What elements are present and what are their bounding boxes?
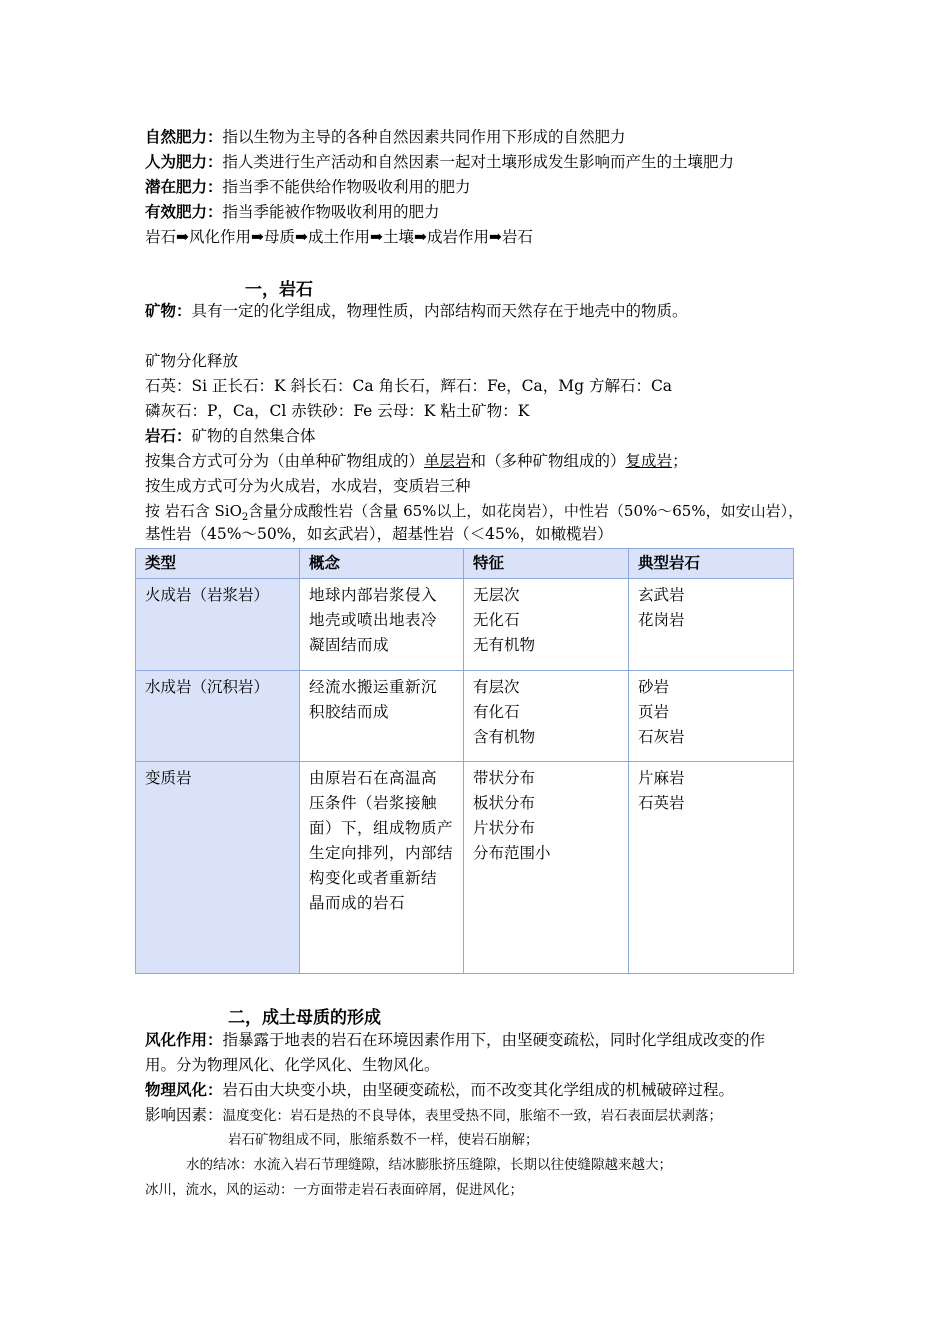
cell-text: 片麻岩 (638, 769, 685, 787)
cell-text: 由原岩石在高温高 (309, 769, 438, 787)
definition-text: 具有一定的化学组成，物理性质，内部结构而天然存在于地壳中的物质。 (191, 302, 688, 320)
factor-line: 岩石矿物组成不同，胀缩系数不一样，使岩石崩解； (228, 1132, 539, 1148)
rock-definition (145, 424, 316, 448)
definition-term: 岩石： (145, 427, 192, 445)
cell-text: 构变化或者重新结 (309, 869, 438, 887)
definition-text: 指暴露于地表的岩石在环境因素作用下，由坚硬变疏松，同时化学组成改变的作 (222, 1031, 766, 1049)
cell-text: 石英岩 (638, 794, 685, 812)
definition-term: 潜在肥力： (145, 178, 223, 196)
factor-line: 冰川，流水，风的运动：一方面带走岩石表面碎屑，促进风化； (145, 1182, 523, 1198)
cell-text: 凝固结而成 (309, 636, 390, 654)
factors-label: 影响因素： (145, 1106, 223, 1124)
subscript: 2 (241, 512, 249, 523)
definition-term: 有效肥力： (145, 203, 223, 221)
definition-term: 人为肥力： (145, 153, 223, 171)
definition-text: 矿物的自然集合体 (191, 427, 316, 445)
cell-text: 地球内部岩浆侵入 (309, 586, 438, 604)
definition-term: 风化作用： (145, 1031, 223, 1049)
cell-text: 生定向排列，内部结 (309, 844, 454, 862)
definition-term: 自然肥力： (145, 128, 223, 146)
rock-cycle-line: 岩石➡风化作用➡母质➡成土作用➡土壤➡成岩作用➡岩石 (145, 228, 533, 246)
rock-types-table (135, 548, 794, 974)
definition-text: 指以生物为主导的各种自然因素共同作用下形成的自然肥力 (222, 128, 626, 146)
cell-text: 无化石 (473, 611, 520, 629)
table-row (136, 579, 794, 671)
cell-text: 石灰岩 (638, 728, 685, 746)
weathering-definition-cont: 用。分为物理风化、化学风化、生物风化。 (145, 1056, 440, 1074)
cell-text: 片状分布 (473, 819, 536, 837)
classification-text: 含量分成酸性岩（含量 65%以上，如花岗岩），中性岩（50%～65%，如安山岩）， (248, 502, 804, 520)
compound-rock-term: 复成岩 (625, 452, 673, 470)
features-cell (464, 762, 629, 974)
cell-text: 面）下，组成物质产 (309, 819, 454, 837)
cell-text: 无有机物 (473, 636, 536, 654)
rock-type-cell: 变质岩 (136, 762, 300, 974)
classification-text: ； (672, 452, 688, 470)
cell-text: 有层次 (473, 678, 520, 696)
rock-classification-aggregation (145, 449, 688, 473)
factor-line: 水的结冰：水流入岩石节理缝隙，结冰膨胀挤压缝隙，长期以往使缝隙越来越大； (186, 1157, 672, 1173)
factor-text: 温度变化：岩石是热的不良导体，表里受热不同，胀缩不一致，岩石表面层状剥落； (222, 1108, 723, 1124)
rock-classification-silica-cont: 基性岩（45%～50%，如玄武岩），超基性岩（＜45%，如橄榄岩） (145, 525, 613, 543)
cell-text: 积胶结而成 (309, 703, 390, 721)
cell-text: 压条件（岩浆接触 (309, 794, 438, 812)
cell-text: 玄武岩 (638, 586, 685, 604)
mineral-definition (145, 299, 688, 323)
header-concept: 概念 (300, 549, 464, 579)
rock-classification-origin: 按生成方式可分为火成岩，水成岩，变质岩三种 (145, 477, 471, 495)
concept-cell (300, 671, 464, 762)
mineral-release-title: 矿物分化释放 (145, 352, 239, 370)
definition-artificial-fertility (145, 150, 734, 174)
table-row (136, 762, 794, 974)
cell-text: 无层次 (473, 586, 520, 604)
classification-text: 按集合方式可分为（由单种矿物组成的） (145, 452, 425, 470)
definition-term: 物理风化： (145, 1081, 223, 1099)
examples-cell (629, 762, 794, 974)
features-cell (464, 579, 629, 671)
cell-text: 有化石 (473, 703, 520, 721)
cell-text: 砂岩 (638, 678, 670, 696)
cell-text: 花岗岩 (638, 611, 685, 629)
classification-text: 按 岩石含 SiO (145, 502, 242, 520)
cell-text: 含有机物 (473, 728, 536, 746)
definition-term: 矿物： (145, 302, 192, 320)
mineral-release-line-1: 石英：Si 正长石：K 斜长石：Ca 角长石，辉石：Fe，Ca，Mg 方解石：Ca (145, 377, 673, 395)
definition-natural-fertility (145, 125, 626, 149)
rock-type-cell: 火成岩（岩浆岩） (136, 579, 300, 671)
cell-text: 带状分布 (473, 769, 536, 787)
classification-text: 和（多种矿物组成的） (470, 452, 626, 470)
influencing-factors-line (145, 1103, 722, 1128)
cell-text: 分布范围小 (473, 844, 551, 862)
definition-text: 指人类进行生产活动和自然因素一起对土壤形成发生影响而产生的土壤肥力 (222, 153, 735, 171)
definition-effective-fertility (145, 200, 440, 224)
header-type: 类型 (136, 549, 300, 579)
mineral-release-line-2: 磷灰石：P，Ca，Cl 赤铁砂：Fe 云母：K 粘土矿物：K (145, 402, 530, 420)
rock-type-cell: 水成岩（沉积岩） (136, 671, 300, 762)
section-heading-rocks: 一，岩石 (245, 280, 313, 300)
physical-weathering-definition (145, 1078, 734, 1102)
features-cell (464, 671, 629, 762)
header-examples: 典型岩石 (629, 549, 794, 579)
cell-text: 地壳或喷出地表冷 (309, 611, 438, 629)
section-heading-parent-material: 二，成土母质的形成 (228, 1008, 381, 1028)
definition-text: 指当季能被作物吸收利用的肥力 (222, 203, 440, 221)
definition-text: 岩石由大块变小块，由坚硬变疏松，而不改变其化学组成的机械破碎过程。 (222, 1081, 735, 1099)
definition-text: 指当季不能供给作物吸收利用的肥力 (222, 178, 471, 196)
header-features: 特征 (464, 549, 629, 579)
cell-text: 页岩 (638, 703, 670, 721)
cell-text: 晶而成的岩石 (309, 894, 406, 912)
single-rock-term: 单层岩 (424, 452, 471, 470)
examples-cell (629, 579, 794, 671)
concept-cell (300, 762, 464, 974)
examples-cell (629, 671, 794, 762)
table-row (136, 671, 794, 762)
weathering-definition (145, 1028, 765, 1052)
concept-cell (300, 579, 464, 671)
cell-text: 经流水搬运重新沉 (309, 678, 438, 696)
cell-text: 板状分布 (473, 794, 536, 812)
table-header-row (136, 549, 794, 579)
definition-potential-fertility (145, 175, 471, 199)
